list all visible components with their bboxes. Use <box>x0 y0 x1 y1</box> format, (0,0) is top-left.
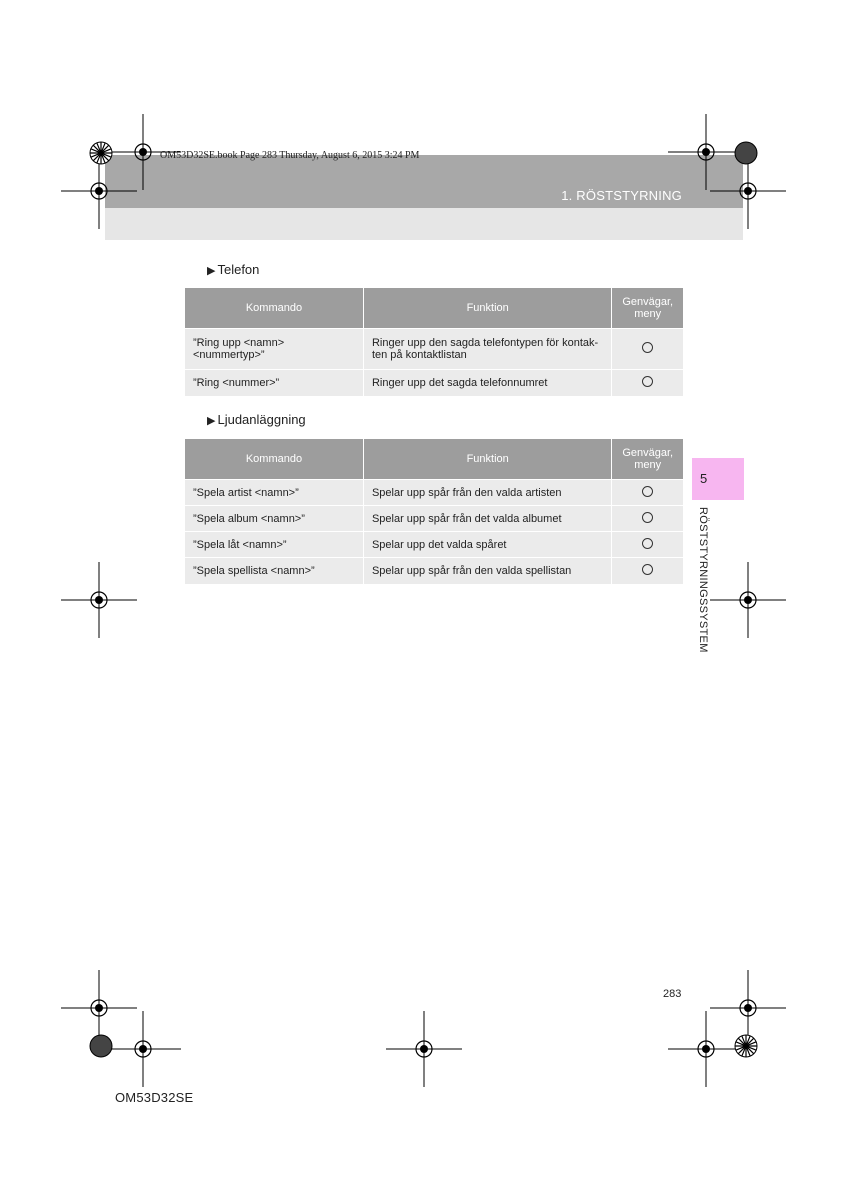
crosshair-icon <box>668 1011 744 1087</box>
column-header: Kommando <box>185 439 363 480</box>
crosshair-icon <box>668 114 744 190</box>
crosshair-icon <box>386 1011 462 1087</box>
chapter-number: 5 <box>700 471 708 486</box>
command-cell: ”Spela artist <namn>” <box>185 480 363 506</box>
triangle-bullet-icon: ▶ <box>207 415 216 427</box>
column-header: Funktion <box>363 439 611 480</box>
sunburst-icon <box>735 1035 757 1057</box>
crosshair-icon <box>710 562 786 638</box>
crosshair-icon <box>61 970 137 1046</box>
column-header: Funktion <box>363 288 611 329</box>
crosshair-icon <box>61 153 137 229</box>
column-header: Genvägar, meny <box>612 288 683 329</box>
column-header: Genvägar, meny <box>612 439 683 480</box>
crosshair-icon <box>710 970 786 1046</box>
chapter-label: RÖSTSTYRNINGSSYSTEM <box>697 507 709 653</box>
section-heading-text: Telefon <box>217 262 260 277</box>
section-heading-text: Ljudanläggning <box>217 412 306 427</box>
command-cell: ”Spela album <namn>” <box>185 506 363 532</box>
crosshair-icon <box>61 562 137 638</box>
dark-dot-icon <box>90 1035 112 1057</box>
print-info: OM53D32SE.book Page 283 Thursday, August 6, 2015 3:24 PM <box>160 150 420 161</box>
command-cell: ”Spela spellista <namn>” <box>185 558 363 584</box>
function-cell: Spelar upp spår från det valda albumet <box>363 506 611 532</box>
function-cell: Spelar upp spår från den valda spellistan <box>363 558 611 584</box>
sunburst-icon <box>90 142 112 164</box>
command-cell: ”Ring upp <namn><nummertyp>” <box>185 329 363 370</box>
command-cell: ”Ring <nummer>” <box>185 370 363 396</box>
section-title: 1. RÖSTSTYRNING <box>561 188 682 203</box>
crosshair-icon <box>105 114 181 190</box>
function-cell: Ringer upp det sagda telefonnumret <box>363 370 611 396</box>
book-code: OM53D32SE <box>115 1090 194 1105</box>
function-cell: Spelar upp det valda spåret <box>363 532 611 558</box>
command-cell: ”Spela låt <namn>” <box>185 532 363 558</box>
crosshair-icon <box>105 1011 181 1087</box>
dark-dot-icon <box>735 142 757 164</box>
column-header: Kommando <box>185 288 363 329</box>
page-number: 283 <box>663 988 682 1000</box>
function-cell: Spelar upp spår från den valda artisten <box>363 480 611 506</box>
triangle-bullet-icon: ▶ <box>207 265 216 277</box>
crosshair-icon <box>710 153 786 229</box>
function-cell: Ringer upp den sagda telefontypen för kontak-ten på kontaktlistan <box>363 329 611 370</box>
